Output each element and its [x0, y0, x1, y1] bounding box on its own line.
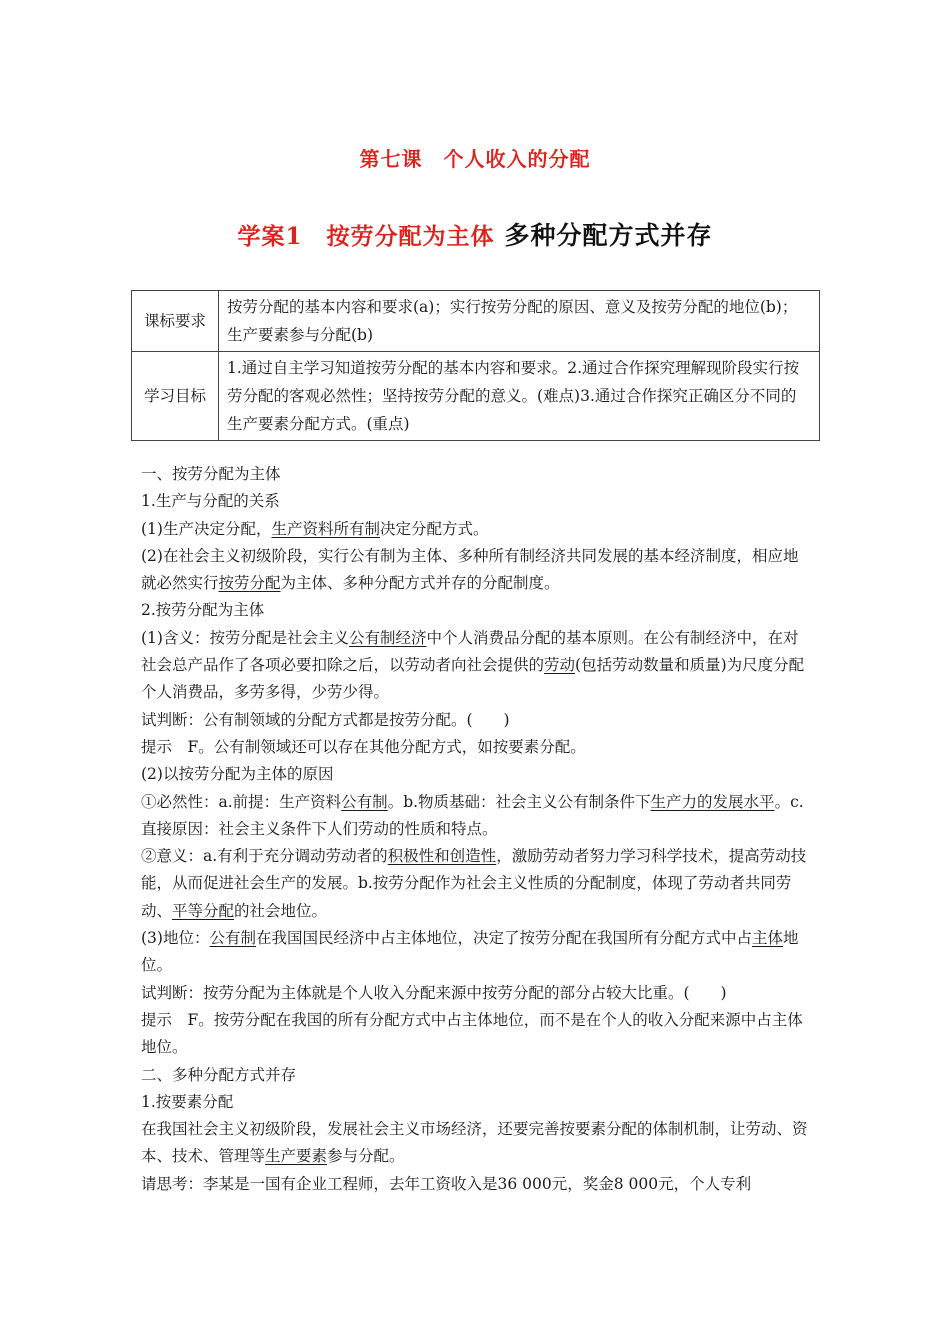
paragraph — [141, 843, 813, 925]
underlined-answer: 平等分配 — [172, 901, 235, 920]
underlined-answer: 公有制 — [341, 792, 388, 811]
underlined-answer: 劳动 — [544, 656, 576, 675]
text-span: 参与分配。 — [327, 1147, 405, 1166]
underlined-answer: 公有制经济 — [348, 628, 427, 647]
text-span: 。c.直接原因：社会主义条件下人们劳动的性质和特点。 — [141, 792, 804, 838]
table-head-goals: 学习目标 — [132, 352, 219, 441]
text-span: (1)生产决定分配， — [141, 519, 272, 538]
plan-title-red: 学案1 按劳分配为主体 — [237, 223, 495, 250]
section-heading: 一、按劳分配为主体 — [141, 465, 281, 483]
text-span: 在我国国民经济中占主体地位，决定了按劳分配在我国所有分配方式中占 — [255, 929, 752, 948]
text-span: 。b.物质基础：社会主义公有制条件下 — [387, 792, 651, 811]
paragraph — [141, 1116, 813, 1171]
text-span: 中个人消费品分配的基本原则。在公有制经济中，在对社会总产品作了各项必要扣除之后，以劳动者向社会提供的 — [141, 628, 799, 675]
underlined-answer: 积极性和创造性 — [387, 847, 497, 866]
underlined-answer: 公有制 — [209, 929, 256, 948]
subsection-heading: 2.按劳分配为主体 — [141, 601, 265, 620]
curriculum-table — [131, 290, 820, 441]
paragraph — [141, 625, 813, 707]
text-span: (2)在社会主义初级阶段，实行公有制为主体、多种所有制经济共同发展的基本经济制度，相应地就必然实行 — [141, 546, 799, 593]
table-head-standard: 课标要求 — [132, 291, 219, 352]
text-span: (1)含义：按劳分配是社会主义 — [141, 628, 349, 647]
plan-title — [0, 216, 950, 252]
text-span: 的社会地位。 — [234, 901, 328, 920]
table-cell-standard: 按劳分配的基本内容和要求(a)；实行按劳分配的原因、意义及按劳分配的地位(b)；生产要素参与分配(b) — [219, 291, 820, 352]
underlined-answer: 按劳分配 — [218, 574, 281, 593]
underlined-answer: 生产力的发展水平 — [650, 792, 775, 811]
text-span: ，激励劳动者努力学习科学技术，提高劳动技能，从而促进社会生产的发展。b.按劳分配作为社会主义性质的分配制度，体现了劳动者共同劳动、 — [141, 847, 807, 920]
judgement-question: 试判断：按劳分配为主体就是个人收入分配来源中按劳分配的部分占较大比重。( ) — [141, 983, 727, 1002]
text-span: 决定分配方式。 — [379, 519, 489, 538]
underlined-answer: 生产要素 — [265, 1147, 328, 1166]
table-row — [132, 352, 820, 441]
section-heading: 二、多种分配方式并存 — [141, 1065, 297, 1084]
paragraph — [141, 543, 813, 598]
underlined-answer: 主体 — [752, 929, 784, 948]
hint-text: 提示 F。按劳分配在我国的所有分配方式中占主体地位，而不是在个人的收入分配来源中占主体地位。 — [141, 1010, 803, 1057]
paragraph: 请思考：李某是一国有企业工程师，去年工资收入是36 000元，奖金8 000元，个人专利 — [141, 1174, 752, 1193]
text-span: (包括劳动数量和质量)为尺度分配个人消费品，多劳多得，少劳少得。 — [141, 656, 805, 702]
underlined-answer: 生产资料所有制 — [271, 519, 380, 538]
paragraph — [141, 789, 813, 844]
text-span: ①必然性：a.前提：生产资料 — [141, 792, 342, 811]
text-span: ②意义：a.有利于充分调动劳动者的 — [141, 847, 388, 866]
hint-text: 提示 F。公有制领域还可以存在其他分配方式，如按要素分配。 — [141, 737, 586, 756]
plan-title-black: 多种分配方式并存 — [504, 221, 713, 250]
lesson-title: 第七课 个人收入的分配 — [359, 147, 591, 171]
text-span: (3)地位： — [141, 929, 210, 948]
text-span: 为主体、多种分配方式并存的分配制度。 — [280, 574, 560, 593]
text-span: 在我国社会主义初级阶段，发展社会主义市场经济，还要完善按要素分配的体制机制，让劳动、资本、技术、管理等 — [141, 1120, 808, 1166]
subsection-heading: 1.生产与分配的关系 — [141, 492, 280, 511]
paragraph — [141, 925, 813, 980]
paragraph — [141, 516, 813, 543]
table-row — [132, 291, 820, 352]
subsection-heading: 1.按要素分配 — [141, 1092, 234, 1111]
judgement-question: 试判断：公有制领域的分配方式都是按劳分配。( ) — [141, 710, 510, 729]
paragraph: (2)以按劳分配为主体的原因 — [141, 765, 334, 784]
table-cell-goals: 1.通过自主学习知道按劳分配的基本内容和要求。2.通过合作探究理解现阶段实行按劳分配的客观必然性；坚持按劳分配的意义。(难点)3.通过合作探究正确区分不同的生产要素分配方式。(重点) — [219, 352, 820, 441]
lesson-body — [141, 461, 813, 1198]
text-span: 地位。 — [141, 929, 799, 975]
